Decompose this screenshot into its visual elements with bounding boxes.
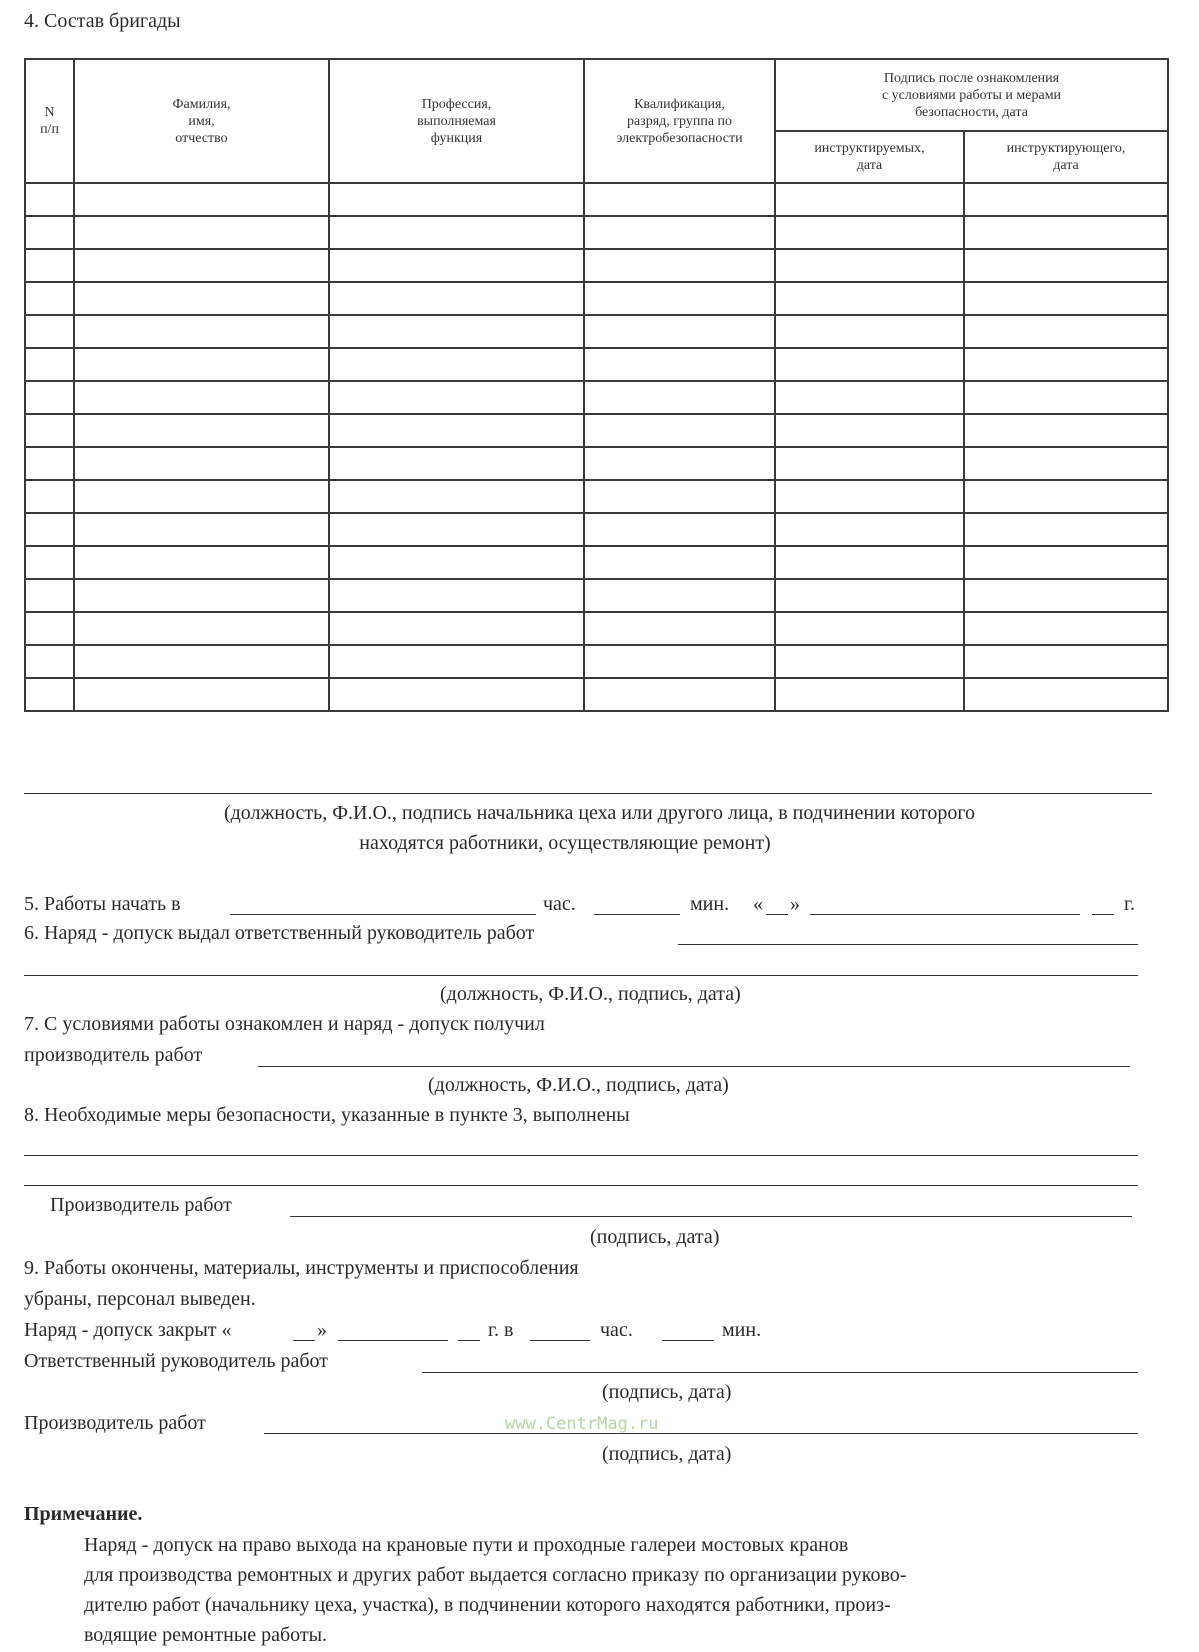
table-cell[interactable] [74,612,329,645]
table-cell[interactable] [74,480,329,513]
table-cell[interactable] [584,414,775,447]
table-cell[interactable] [329,513,584,546]
header-qualification: Квалификация, разряд, группа по электробезопасности [584,59,775,183]
responsible-signature-blank[interactable] [422,1372,1138,1373]
table-cell[interactable] [584,381,775,414]
table-cell[interactable] [775,216,964,249]
section-7-line1: 7. С условиями работы ознакомлен и наряд - допуск получил [24,1013,545,1035]
closed-year-label: г. в [488,1319,514,1341]
table-cell[interactable] [329,579,584,612]
table-cell[interactable] [74,579,329,612]
table-cell[interactable] [584,480,775,513]
table-cell[interactable] [25,513,74,546]
section-6-caption: (должность, Ф.И.О., подпись, дата) [440,983,741,1005]
manager-caption-line2: находятся работники, осуществляющие ремонт) [359,832,771,854]
table-row [25,249,1168,282]
table-cell[interactable] [964,183,1168,216]
table-cell[interactable] [25,348,74,381]
table-cell[interactable] [584,546,775,579]
section-8-producer-label: Производитель работ [50,1194,232,1216]
section-4-title: 4. Состав бригады [24,10,181,32]
table-cell[interactable] [964,513,1168,546]
table-cell[interactable] [329,678,584,711]
table-cell[interactable] [775,645,964,678]
table-cell[interactable] [25,645,74,678]
table-cell[interactable] [329,249,584,282]
header-full-name: Фамилия, имя, отчество [74,59,329,183]
table-row [25,645,1168,678]
table-cell[interactable] [329,216,584,249]
table-cell[interactable] [584,645,775,678]
table-cell[interactable] [25,612,74,645]
table-cell[interactable] [329,282,584,315]
table-cell[interactable] [775,612,964,645]
table-cell[interactable] [25,216,74,249]
table-cell[interactable] [329,381,584,414]
start-open-quote: « [753,893,763,915]
table-cell[interactable] [775,678,964,711]
table-cell[interactable] [964,381,1168,414]
table-cell[interactable] [964,447,1168,480]
table-cell[interactable] [775,447,964,480]
table-cell[interactable] [964,612,1168,645]
start-day-blank[interactable] [766,914,788,915]
table-cell[interactable] [964,414,1168,447]
start-year-label: г. [1124,893,1135,915]
closed-month-blank[interactable] [338,1340,448,1341]
watermark: www.CentrMag.ru [505,1414,659,1434]
work-producer-blank[interactable] [258,1066,1130,1067]
producer-caption: (подпись, дата) [602,1443,732,1465]
note-line3: дителю работ (начальнику цеха, участка), в подчинении которого находятся работники, произ- [84,1594,891,1616]
table-cell[interactable] [584,579,775,612]
section-9-line2: убраны, персонал выведен. [24,1288,256,1310]
table-cell[interactable] [329,645,584,678]
section-7-line2: производитель работ [24,1044,203,1066]
table-cell[interactable] [25,249,74,282]
section-8-producer-blank[interactable] [290,1216,1132,1217]
table-cell[interactable] [74,678,329,711]
manager-caption-line1: (должность, Ф.И.О., подпись начальника цеха или другого лица, в подчинении которого [223,802,976,824]
header-instructor: инструктирующего, дата [964,131,1168,183]
section-6-label: 6. Наряд - допуск выдал ответственный руководитель работ [24,922,535,944]
table-cell[interactable] [584,513,775,546]
table-cell[interactable] [964,579,1168,612]
table-row [25,216,1168,249]
table-row [25,447,1168,480]
table-cell[interactable] [775,513,964,546]
table-cell[interactable] [25,480,74,513]
responsible-manager-blank-2[interactable] [24,975,1138,976]
table-cell[interactable] [584,216,775,249]
table-cell[interactable] [964,216,1168,249]
table-cell[interactable] [584,612,775,645]
table-row [25,579,1168,612]
table-cell[interactable] [74,249,329,282]
table-cell[interactable] [74,447,329,480]
table-row [25,678,1168,711]
responsible-caption: (подпись, дата) [602,1381,732,1403]
table-cell[interactable] [74,513,329,546]
header-instructed: инструктируемых, дата [775,131,964,183]
table-cell[interactable] [964,546,1168,579]
table-cell[interactable] [964,678,1168,711]
table-cell[interactable] [964,348,1168,381]
table-cell[interactable] [25,381,74,414]
table-cell[interactable] [775,315,964,348]
header-signature-group: Подпись после ознакомления с условиями работы и мерами безопасности, дата [775,59,1168,131]
section-8-label: 8. Необходимые меры безопасности, указанные в пункте 3, выполнены [24,1104,630,1126]
table-cell[interactable] [964,480,1168,513]
table-cell[interactable] [25,414,74,447]
section-9-line1: 9. Работы окончены, материалы, инструменты и приспособления [24,1257,579,1279]
responsible-manager-blank[interactable] [678,944,1138,945]
closed-minutes-blank[interactable] [662,1340,714,1341]
start-minutes-label: мин. [690,893,730,915]
note-line1: Наряд - допуск на право выхода на крановые пути и проходные галереи мостовых кранов [84,1534,849,1556]
table-cell[interactable] [964,645,1168,678]
table-row [25,282,1168,315]
start-time-blank[interactable] [230,914,536,915]
header-profession: Профессия, выполняемая функция [329,59,584,183]
table-cell[interactable] [329,414,584,447]
table-row [25,381,1168,414]
table-row [25,546,1168,579]
header-number: N п/п [25,59,74,183]
table-cell[interactable] [584,315,775,348]
table-cell[interactable] [329,348,584,381]
table-cell[interactable] [74,645,329,678]
table-cell[interactable] [775,546,964,579]
section-7-caption: (должность, Ф.И.О., подпись, дата) [428,1074,729,1096]
table-cell[interactable] [25,579,74,612]
crew-table-body [25,183,1168,711]
table-cell[interactable] [74,183,329,216]
safety-measures-blank-1[interactable] [24,1155,1138,1156]
table-cell[interactable] [74,216,329,249]
crew-table [24,58,1169,712]
table-cell[interactable] [74,414,329,447]
table-row [25,414,1168,447]
table-cell[interactable] [775,183,964,216]
table-row [25,315,1168,348]
table-cell[interactable] [329,612,584,645]
note-title: Примечание. [24,1503,143,1525]
producer-signature-blank[interactable] [264,1433,1138,1434]
table-cell[interactable] [329,480,584,513]
closed-label: Наряд - допуск закрыт « [24,1319,232,1341]
table-cell[interactable] [25,282,74,315]
table-cell[interactable] [775,249,964,282]
start-hours-blank[interactable] [594,914,680,915]
table-cell[interactable] [74,348,329,381]
closed-hours-label: час. [600,1319,633,1341]
table-cell[interactable] [74,546,329,579]
start-year-blank[interactable] [1092,914,1114,915]
closed-minutes-label: мин. [722,1319,762,1341]
table-cell[interactable] [775,282,964,315]
table-row [25,612,1168,645]
table-cell[interactable] [25,315,74,348]
table-cell[interactable] [775,381,964,414]
section-8-caption: (подпись, дата) [590,1226,720,1248]
start-close-quote: » [790,893,800,915]
closed-close-quote: » [317,1319,327,1341]
table-cell[interactable] [25,447,74,480]
table-row [25,513,1168,546]
table-cell[interactable] [964,282,1168,315]
table-cell[interactable] [775,414,964,447]
table-cell[interactable] [329,447,584,480]
table-cell[interactable] [329,183,584,216]
table-cell[interactable] [25,678,74,711]
table-row [25,480,1168,513]
table-cell[interactable] [584,249,775,282]
start-month-blank[interactable] [810,914,1080,915]
table-cell[interactable] [584,447,775,480]
table-cell[interactable] [74,315,329,348]
closed-hours-blank[interactable] [530,1340,590,1341]
table-row [25,183,1168,216]
table-cell[interactable] [584,183,775,216]
table-cell[interactable] [775,480,964,513]
producer-label: Производитель работ [24,1412,206,1434]
safety-measures-blank-2[interactable] [24,1185,1138,1186]
table-cell[interactable] [74,282,329,315]
table-cell[interactable] [329,546,584,579]
table-row [25,348,1168,381]
table-cell[interactable] [74,381,329,414]
manager-signature-line[interactable] [24,793,1152,794]
closed-day-blank[interactable] [293,1340,315,1341]
table-cell[interactable] [25,546,74,579]
note-line4: водящие ремонтные работы. [84,1624,328,1646]
table-cell[interactable] [584,678,775,711]
table-cell[interactable] [964,249,1168,282]
responsible-label: Ответственный руководитель работ [24,1350,329,1372]
table-cell[interactable] [584,282,775,315]
start-hours-label: час. [543,893,576,915]
table-cell[interactable] [775,348,964,381]
table-cell[interactable] [25,183,74,216]
table-cell[interactable] [329,315,584,348]
note-line2: для производства ремонтных и других работ выдается согласно приказу по организации руково- [84,1564,907,1586]
table-cell[interactable] [584,348,775,381]
table-cell[interactable] [775,579,964,612]
table-cell[interactable] [964,315,1168,348]
closed-year-blank[interactable] [458,1340,480,1341]
section-5-label: 5. Работы начать в [24,893,181,915]
